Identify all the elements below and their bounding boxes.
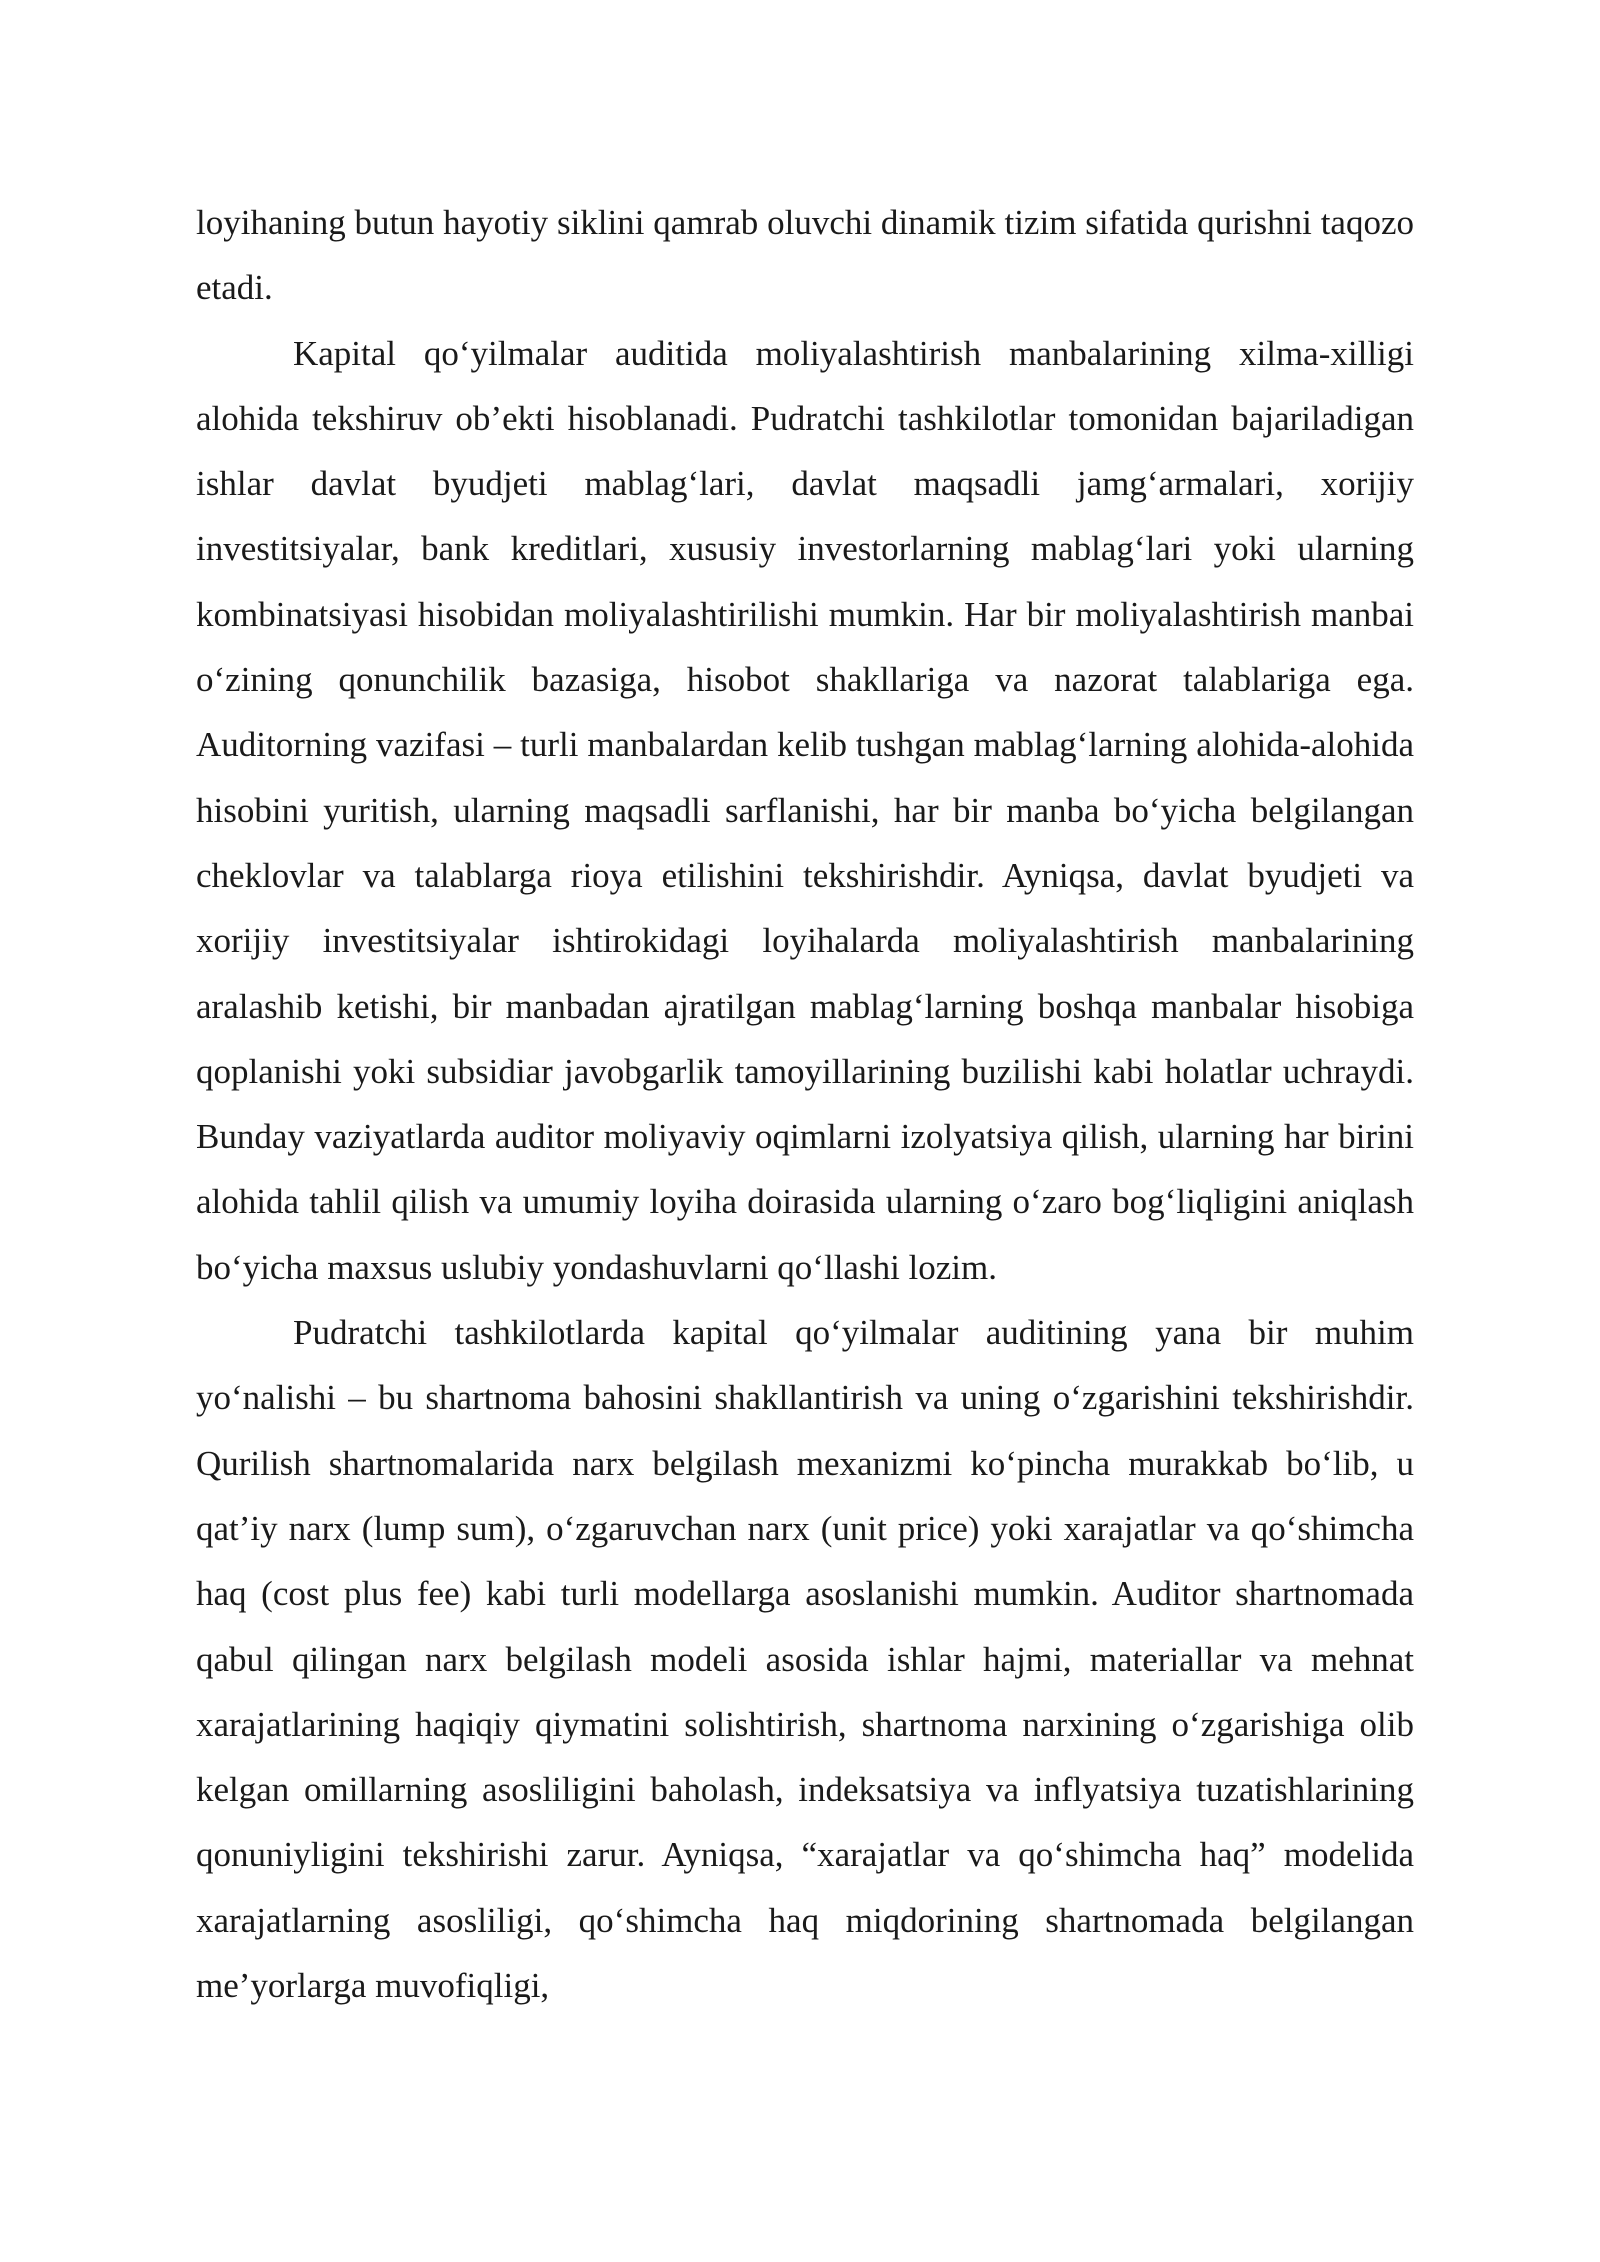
- paragraph-continuation: loyihaning butun hayotiy siklini qamrab oluvchi dinamik tizim sifatida qurishni taqozo etadi.: [196, 203, 1414, 308]
- paragraph-financing-sources: Kapital qo‘yilmalar auditida moliyalashtirish manbalarining xilma-xilligi alohida tekshiruv ob’ekti hisoblanadi. Pudratchi tashkilotlar tomonidan bajariladigan ishlar davlat byudjeti mablag‘lari, davlat maqsadli jamg‘armalari, xorijiy investitsiyalar, bank kreditlari, xususiy investorlarning mablag‘lari yoki ularning kombinatsiyasi hisobidan moliyalashtirilishi mumkin. Har bir moliyalashtirish manbai o‘zining qonunchilik bazasiga, hisobot shakllariga va nazorat talablariga ega. Auditorning vazifasi – turli manbalardan kelib tushgan mablag‘larning alohida-alohida hisobini yuritish, ularning maqsadli sarflanishi, har bir manba bo‘yicha belgilangan cheklovlar va talablarga rioya etilishini tekshirishdir. Ayniqsa, davlat byudjeti va xorijiy investitsiyalar ishtirokidagi loyihalarda moliyalashtirish manbalarining aralashib ketishi, bir manbadan ajratilgan mablag‘larning boshqa manbalar hisobiga qoplanishi yoki subsidiar javobgarlik tamoyillarining buzilishi kabi holatlar uchraydi. Bunday vaziyatlarda auditor moliyaviy oqimlarni izolyatsiya qilish, ularning har birini alohida tahlil qilish va umumiy loyiha doirasida ularning o‘zaro bog‘liqligini aniqlash bo‘yicha maxsus uslubiy yondashuvlarni qo‘llashi lozim.: [196, 333, 1414, 1287]
- paragraph-contract-price: Pudratchi tashkilotlarda kapital qo‘yilmalar auditining yana bir muhim yo‘nalishi – bu shartnoma bahosini shakllantirish va uning o‘zgarishini tekshirishdir. Qurilish shartnomalarida narx belgilash mexanizmi ko‘pincha murakkab bo‘lib, u qat’iy narx (lump sum), o‘zgaruvchan narx (unit price) yoki xarajatlar va qo‘shimcha haq (cost plus fee) kabi turli modellarga asoslanishi mumkin. Auditor shartnomada qabul qilingan narx belgilash modeli asosida ishlar hajmi, materiallar va mehnat xarajatlarining haqiqiy qiymatini solishtirish, shartnoma narxining o‘zgarishiga olib kelgan omillarning asosliligini baholash, indeksatsiya va inflyatsiya tuzatishlarining qonuniyligini tekshirishi zarur. Ayniqsa, “xarajatlar va qo‘shimcha haq” modelida xarajatlarning asosliligi, qo‘shimcha haq miqdorining shartnomada belgilangan me’yorlarga muvofiqligi,: [196, 1313, 1414, 2006]
- document-body: [196, 190, 1414, 2018]
